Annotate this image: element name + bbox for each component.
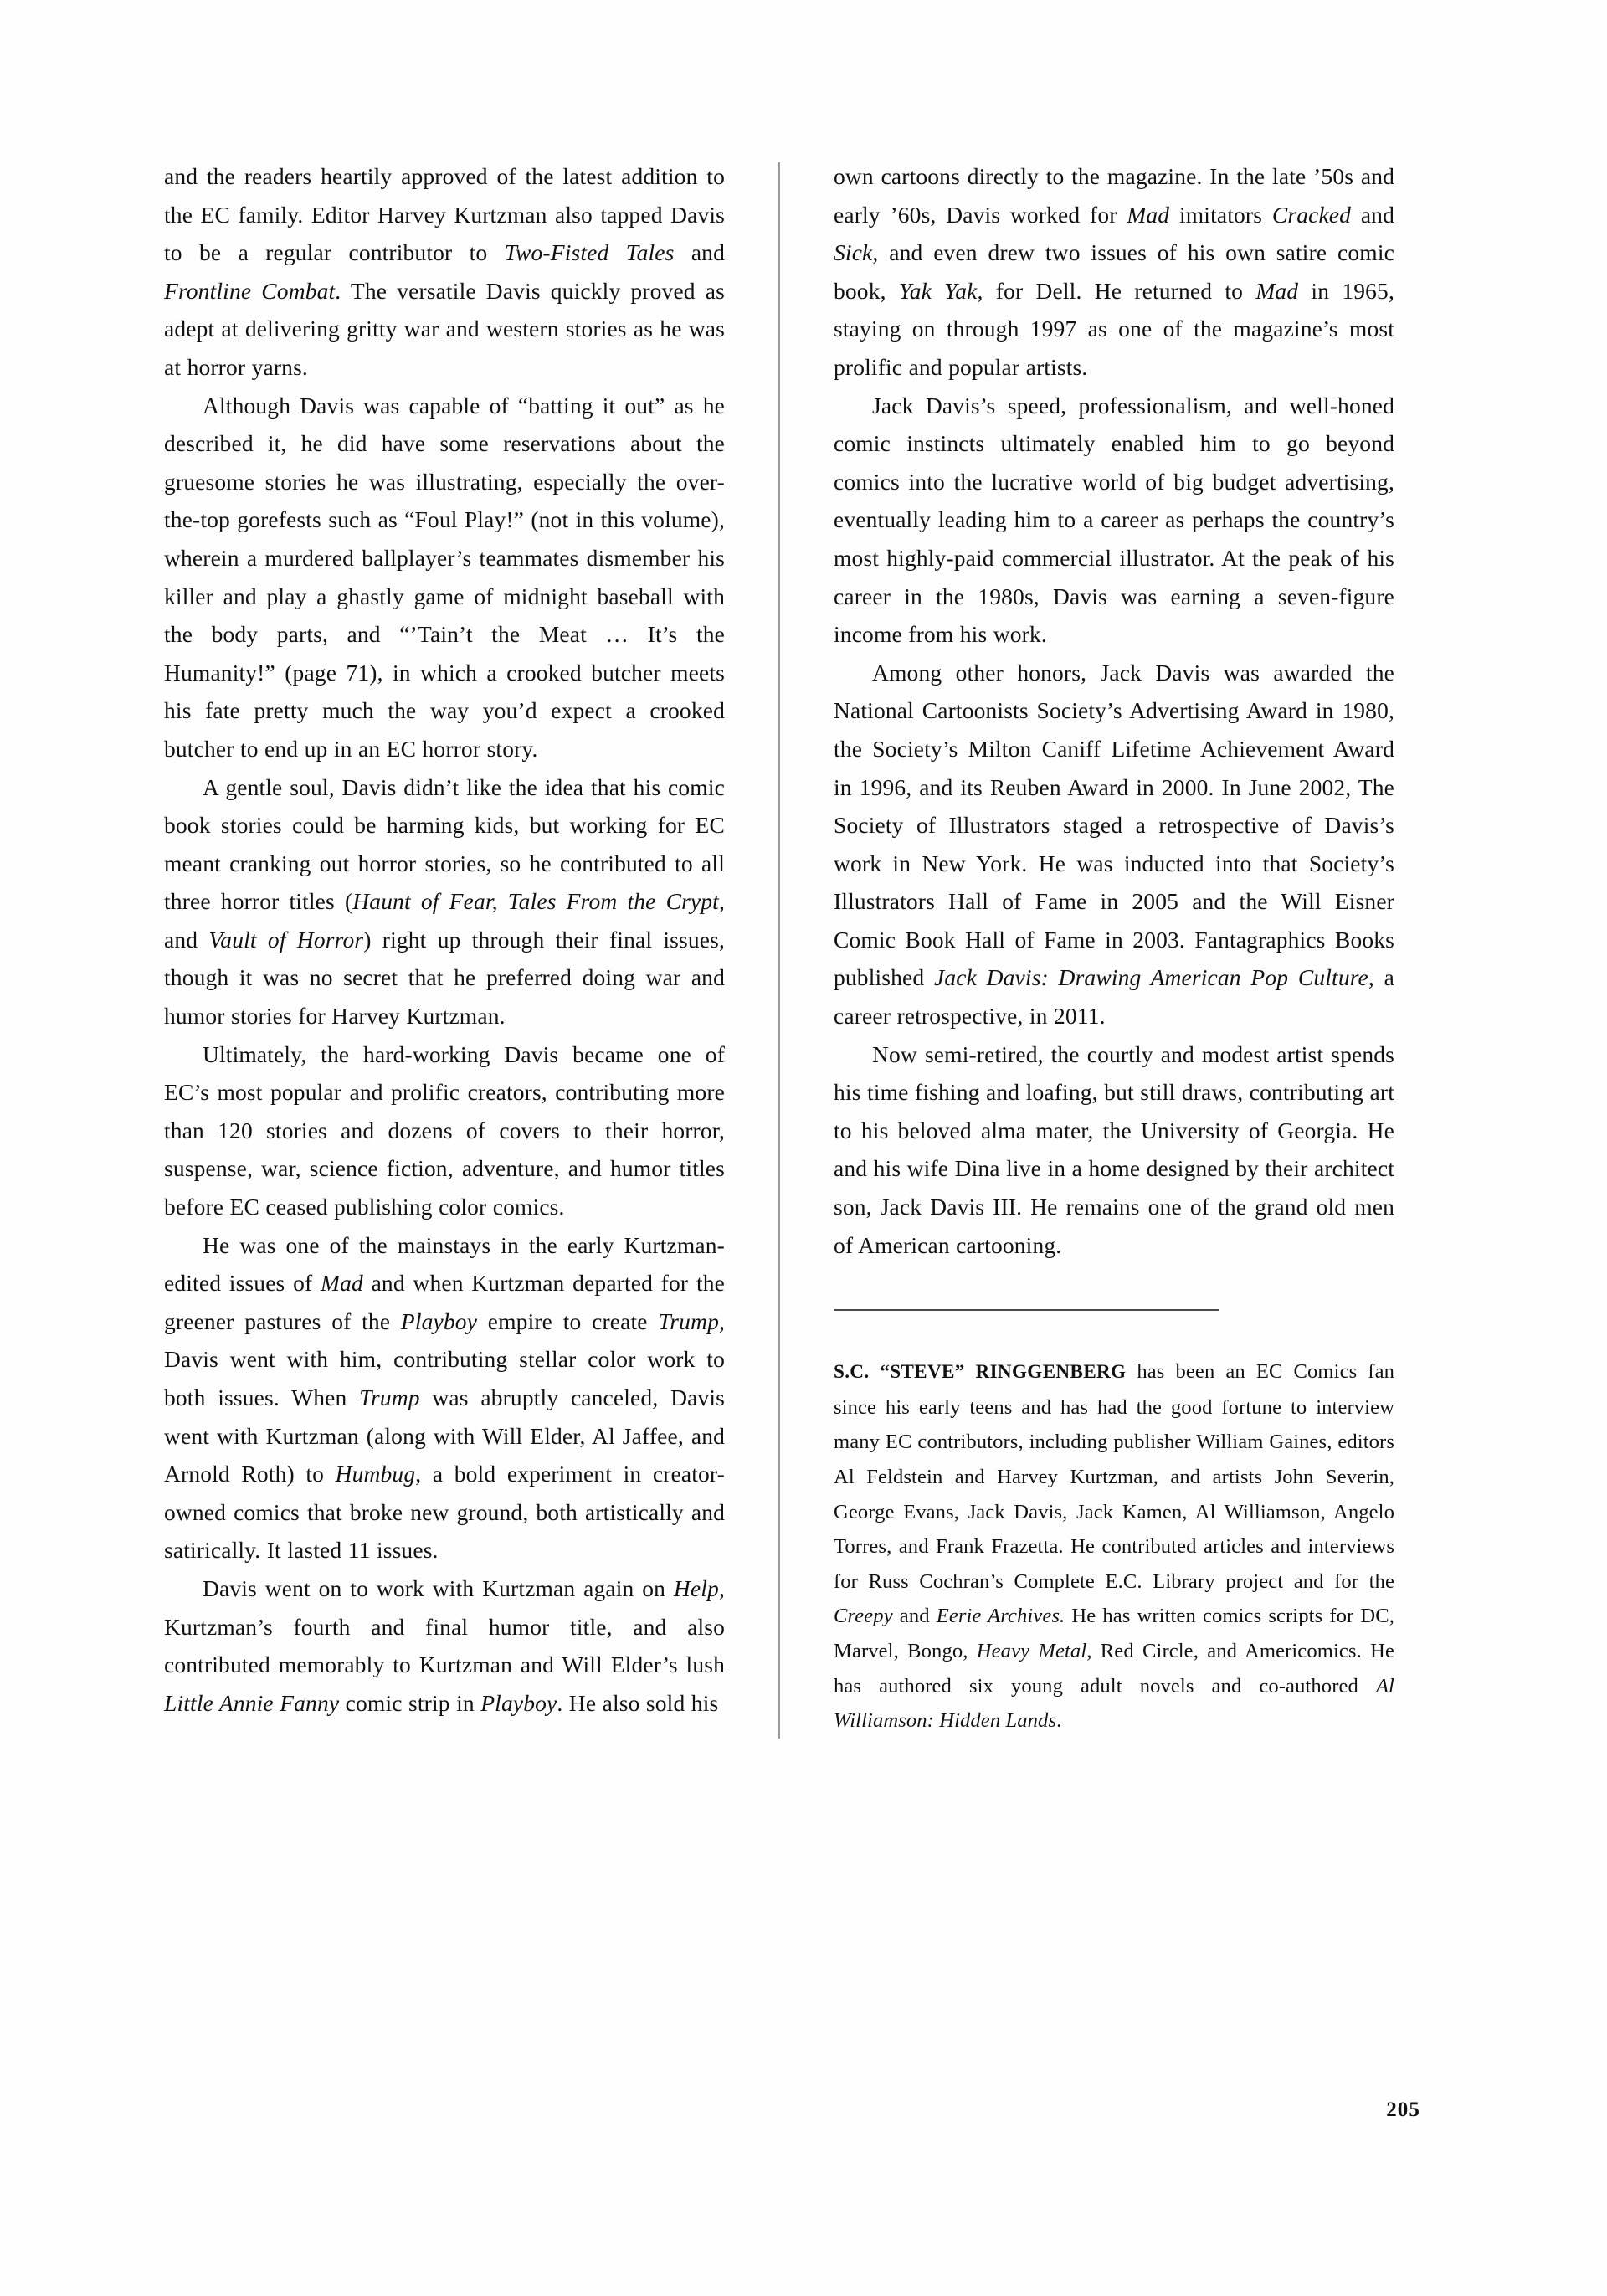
- italic-title: Mad: [1255, 277, 1299, 304]
- italic-title: Jack Davis: Drawing American Pop Culture: [933, 964, 1368, 991]
- italic-title: Heavy Metal,: [976, 1639, 1092, 1662]
- column-divider-rule: [778, 162, 780, 1739]
- italic-title: Trump: [359, 1384, 420, 1410]
- author-bio-paragraph: S.C. “STEVE” RINGGENBERG has been an EC Comics fan since his early teens and has had the good fortune to interview many EC contributors, including publisher William Gaines, editors Al Feldstein and Harvey Kurtzman, and artists John Severin, George Evans, Jack Davis, Jack Kamen, Al Williamson, Angelo Torres, and Frank Frazetta. He contributed articles and interviews for Russ Cochran’s Complete E.C. Library project and for the Creepy and Eerie Archives. He has written comics scripts for DC, Marvel, Bongo, Heavy Metal, Red Circle, and Americomics. He has authored six young adult novels and co-authored Al Williamson: Hidden Lands.: [834, 1360, 1395, 1733]
- italic-title: Haunt of Fear, Tales From the Crypt: [352, 888, 719, 915]
- left-text-column: [164, 157, 750, 1722]
- author-name: S.C. “STEVE” RINGGENBERG: [834, 1361, 1127, 1384]
- body-paragraph: He was one of the mainstays in the early Kurtzman-edited issues of Mad and when Kurtzman departed for the greener pastures of the Playboy empire to create Trump, Davis went with him, contributing stellar color work to both issues. When Trump was abruptly canceled, Davis went with Kurtzman (along with Will Elder, Al Jaffee, and Arnold Roth) to Humbug, a bold experiment in creator-owned comics that broke new ground, both artistically and satirically. It lasted 11 issues.: [164, 1231, 725, 1564]
- italic-title: Frontline Combat: [164, 277, 336, 304]
- italic-title: Playboy: [400, 1307, 478, 1334]
- italic-title: Trump,: [658, 1307, 725, 1334]
- body-paragraph: Ultimately, the hard-working Davis became one of EC’s most popular and prolific creators, contributing more than 120 stories and dozens of covers to their horror, suspense, war, science fiction, adventure, and humor titles before EC ceased publishing color comics.: [164, 1040, 725, 1220]
- italic-title: Cracked: [1271, 201, 1352, 228]
- italic-title: Humbug: [335, 1461, 416, 1487]
- body-paragraph: A gentle soul, Davis didn’t like the idea that his comic book stories could be harming kids, but working for EC meant cranking out horror stories, so he contributed to all three horror titles (Haunt of Fear, Tales From the Crypt, and Vault of Horror) right up through their final issues, though it was no secret that he preferred doing war and humor stories for Harvey Kurtzman.: [164, 773, 725, 1030]
- italic-title: Vault of Horror: [208, 926, 364, 953]
- body-paragraph: Now semi-retired, the courtly and modest artist spends his time fishing and loafing, but still draws, contributing art to his beloved alma mater, the University of Georgia. He and his wife Dina live in a home designed by their architect son, Jack Davis III. He remains one of the grand old men of American cartooning.: [834, 1040, 1394, 1258]
- body-paragraph: Although Davis was capable of “batting it out” as he described it, he did have some reservations about the gruesome stories he was illustrating, especially the over-the-top gorefests such as “Foul Play!” (not in this volume), wherein a murdered ballplayer’s teammates dismember his killer and play a ghastly game of midnight baseball with the body parts, and “’Tain’t the Meat … It’s the Humanity!” (page 71), in which a crooked butcher meets his fate pretty much the way you’d expect a crooked butcher to end up in an EC horror story.: [164, 392, 725, 762]
- body-paragraph: Davis went on to work with Kurtzman again on Help, Kurtzman’s fourth and final humor title, and also contributed memorably to Kurtzman and Will Elder’s lush Little Annie Fanny comic strip in Playboy. He also sold his: [164, 1574, 725, 1716]
- italic-title: Al Williamson: Hidden Lands: [834, 1674, 1394, 1733]
- page-number: 205: [1386, 2098, 1420, 2121]
- italic-title: Mad: [1127, 201, 1170, 228]
- body-paragraph: Among other honors, Jack Davis was awarded the National Cartoonists Society’s Advertising Award in 1980, the Society’s Milton Caniff Lifetime Achievement Award in 1996, and its Reuben Award in 2000. In June 2002, The Society of Illustrators staged a retrospective of Davis’s work in New York. He was inducted into that Society’s Illustrators Hall of Fame in 2005 and the Will Eisner Comic Book Hall of Fame in 2003. Fantagraphics Books published Jack Davis: Drawing American Pop Culture, a career retrospective, in 2011.: [834, 659, 1394, 1030]
- italic-title: Help: [673, 1574, 719, 1601]
- italic-title: Mad: [321, 1270, 363, 1297]
- body-paragraph: Jack Davis’s speed, professionalism, and well-honed comic instincts ultimately enabled him to go beyond comics into the lucrative world of big budget advertising, eventually leading him to a career as perhaps the country’s most highly-paid commercial illustrator. At the peak of his career in the 1980s, Davis was earning a seven-figure income from his work.: [834, 392, 1394, 648]
- two-column-text-body: [164, 157, 1420, 1739]
- body-paragraph: and the readers heartily approved of the latest addition to the EC family. Editor Harvey Kurtzman also tapped Davis to be a regular contributor to Two-Fisted Tales and Frontline Combat. The versatile Davis quickly proved as adept at delivering gritty war and western stories as he was at horror yarns.: [164, 163, 725, 380]
- body-paragraph: own cartoons directly to the magazine. In the late ’50s and early ’60s, Davis worked for Mad imitators Cracked and Sick, and even drew two issues of his own satire comic book, Yak Yak, for Dell. He returned to Mad in 1965, staying on through 1997 as one of the magazine’s most prolific and popular artists.: [834, 163, 1394, 380]
- right-text-column: [809, 157, 1394, 1739]
- bio-separator-rule: [834, 1309, 1219, 1311]
- italic-title: Yak Yak,: [898, 277, 983, 304]
- italic-title: Eerie Archives.: [936, 1605, 1065, 1628]
- italic-title: Playboy: [480, 1689, 557, 1716]
- italic-title: Little Annie Fanny: [164, 1689, 340, 1716]
- italic-title: Sick: [834, 239, 873, 266]
- italic-title: Two-Fisted Tales: [504, 239, 675, 266]
- italic-title: Creepy: [834, 1605, 893, 1628]
